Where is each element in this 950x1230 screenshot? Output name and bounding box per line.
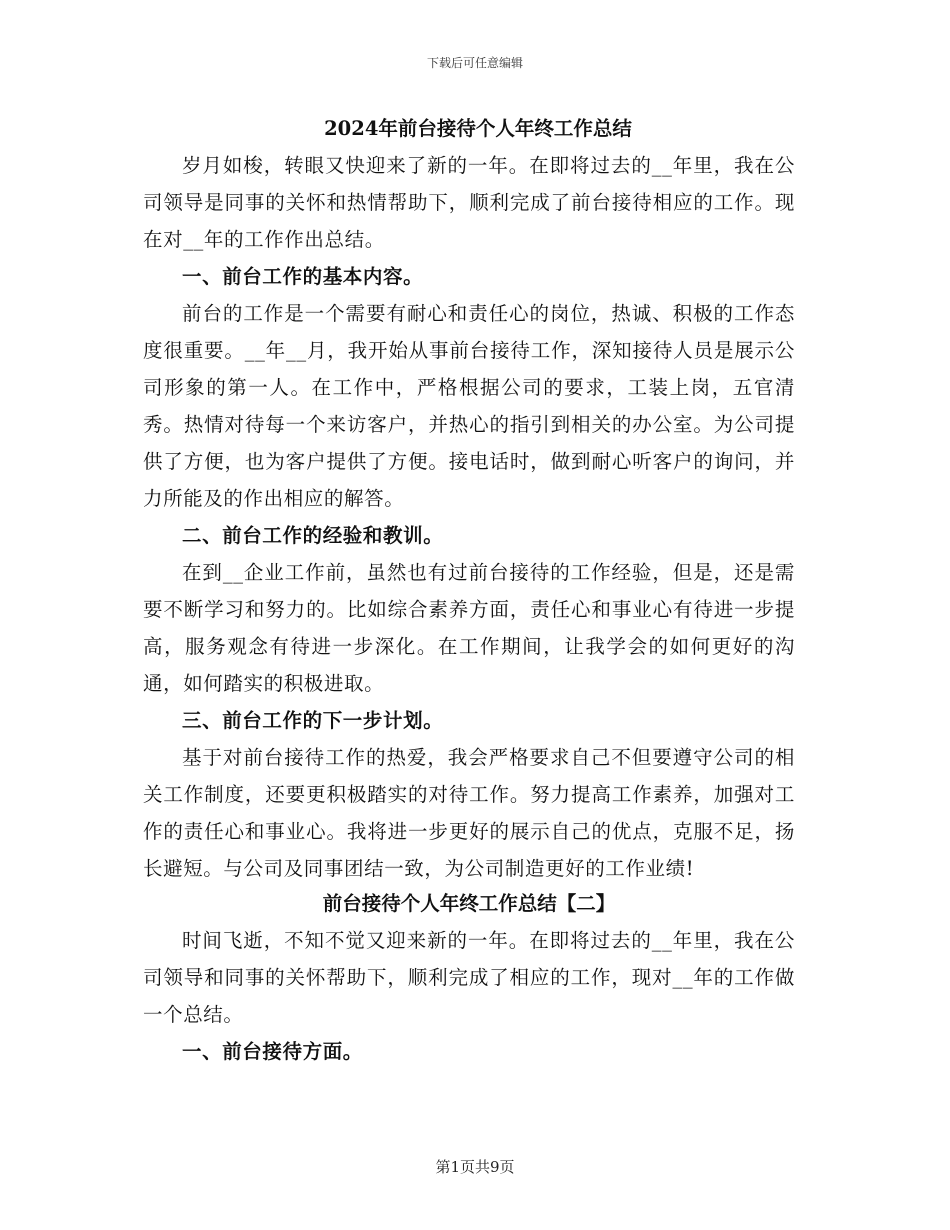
body-paragraph: 岁月如梭，转眼又快迎来了新的一年。在即将过去的__年里，我在公司领导是同事的关怀和热情帮助下，顺利完成了前台接待相应的工作。现在对__年的工作作出总结。 (143, 154, 795, 251)
section-two (143, 922, 795, 1070)
page-number-footer: 第1页共9页 (435, 1158, 515, 1176)
section-heading: 二、前台工作的经验和教训。 (182, 524, 444, 547)
body-paragraph: 时间飞逝，不知不觉又迎来新的一年。在即将过去的__年里，我在公司领导和同事的关怀帮助下，顺利完成了相应的工作，现对__年的工作做一个总结。 (143, 929, 795, 1026)
section-one (143, 147, 795, 887)
header-note: 下载后可任意编辑 (426, 56, 523, 70)
body-paragraph: 在到__企业工作前，虽然也有过前台接待的工作经验，但是，还是需要不断学习和努力的。比如综合素养方面，责任心和事业心有待进一步提高，服务观念有待进一步深化。在工作期间，让我学会的如何更好的沟通，如何踏实的积极进取。 (143, 561, 795, 695)
document-body (143, 112, 795, 1070)
section-heading: 三、前台工作的下一步计划。 (182, 709, 444, 732)
section-heading: 一、前台接待方面。 (182, 1040, 363, 1063)
body-paragraph: 基于对前台接待工作的热爱，我会严格要求自己不但要遵守公司的相关工作制度，还要更积极踏实的对待工作。努力提高工作素养，加强对工作的责任心和事业心。我将进一步更好的展示自己的优点，克服不足，扬长避短。与公司及同事团结一致，为公司制造更好的工作业绩! (143, 746, 795, 880)
document-title: 2024年前台接待个人年终工作总结 (324, 117, 632, 140)
section-heading: 一、前台工作的基本内容。 (182, 265, 424, 288)
body-paragraph: 前台的工作是一个需要有耐心和责任心的岗位，热诚、积极的工作态度很重要。__年__月，我开始从事前台接待工作，深知接待人员是展示公司形象的第一人。在工作中，严格根据公司的要求，工装上岗，五官清秀。热情对待每一个来访客户，并热心的指引到相关的办公室。为公司提供了方便，也为客户提供了方便。接电话时，做到耐心听客户的询问，并力所能及的作出相应的解答。 (143, 302, 795, 510)
section-two-title: 前台接待个人年终工作总结【二】 (322, 892, 616, 915)
